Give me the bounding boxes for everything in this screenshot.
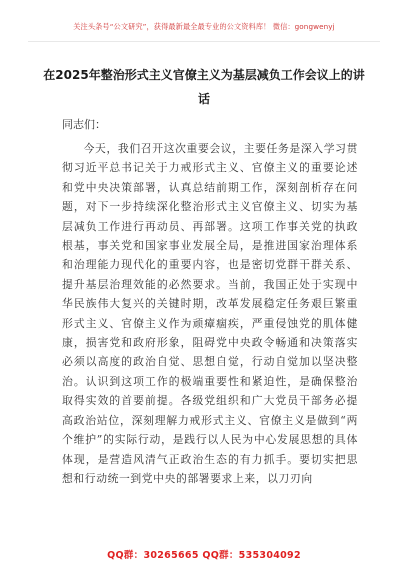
header-divider xyxy=(28,41,380,42)
document-title: 在2025年整治形式主义官僚主义为基层减负工作会议上的讲话 xyxy=(43,68,365,106)
salutation: 同志们： xyxy=(62,118,106,131)
footer-contact-text: QQ群：30265665 QQ群：535304092 xyxy=(107,550,301,561)
header-promo-text: 关注头条号“公文研究”，获得最新最全最专业的公文资料库！ 微信：gongwenyj xyxy=(73,22,335,31)
body-paragraph: 今天，我们召开这次重要会议，主要任务是深入学习贯彻习近平总书记关于力戒形式主义、官僚主义的重要论述和党中央决策部署，认真总结前期工作，深刻剖析存在问题，对下一步持续深化整治形式主义官僚主义、切实为基层减负工作进行再动员、再部署。这项工作事关党的执政根基，事关党和国家事业发展全局，是推进国家治理体系和治理能力现代化的重要内容，也是密切党群干群关系、提升基层治理效能的必然要求。当前，我国正处于实现中华民族伟大复兴的关键时期，改革发展稳定任务艰巨繁重形式主义、官僚主义作为顽瘴痼疾，严重侵蚀党的肌体健康，损害党和政府形象，阻碍党中央政令畅通和决策落实必须以高度的政治自觉、思想自觉，行动自觉加以坚决整治。认识到这项工作的极端重要性和紧迫性，是确保整治取得实效的首要前提。各级党组织和广大党员干部务必提高政治站位，深刻理解力戒形式主义、官僚主义是做到“两个维护”的实际行动，是践行以人民为中心发展思想的具体体现，是营造风清气正政治生态的有力抓手。要切实把思想和行动统一到党中央的部署要求上来，以刀刃向 xyxy=(62,142,358,485)
